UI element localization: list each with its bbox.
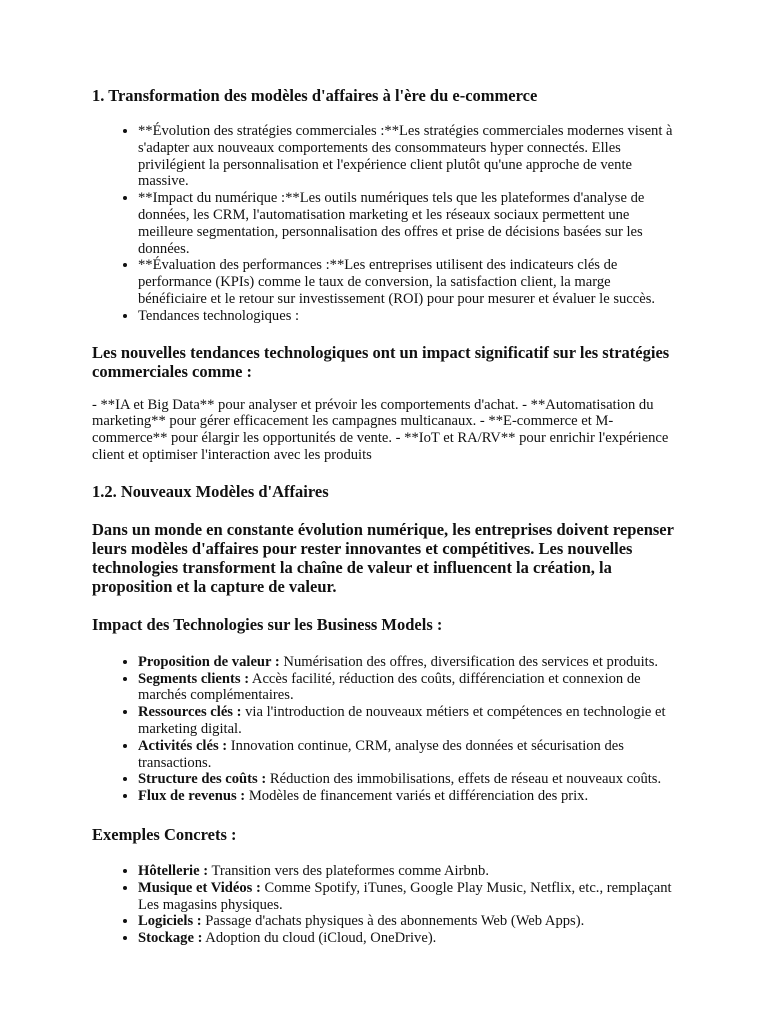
item-text: Numérisation des offres, diversification des services et produits.: [279, 653, 659, 670]
impact-list: [92, 654, 676, 805]
list-item: [138, 771, 676, 788]
trends-heading: Les nouvelles tendances technologiques ont un impact significatif sur les stratégies commerciales comme :: [92, 342, 670, 381]
item-term: Activités clés :: [138, 737, 228, 754]
item-text: Modèles de financement variés et différenciation des prix.: [245, 788, 589, 805]
item-text: Réduction des immobilisations, effets de réseau et nouveaux coûts.: [266, 771, 662, 788]
item-term: Ressources clés :: [138, 704, 242, 721]
item-text: Innovation continue, CRM, analyse des données et sécurisation des transactions.: [138, 737, 624, 771]
list-item: • **Évolution des stratégies commerciales :**Les stratégies commerciales modernes visent à s'adapter aux nouveaux comportements des consommateurs hyper connectés. Elles privilégient la personnalisation et l'expérience client plutôt qu'une approche de vente massive.: [138, 123, 676, 190]
item-term: Logiciels :: [138, 913, 202, 930]
item-term: Musique et Vidéos :: [138, 879, 261, 896]
item-term: Proposition de valeur :: [138, 653, 280, 670]
item-text: Comme Spotify, iTunes, Google Play Music, Netflix, etc., remplaçant Les magasins physiques.: [138, 879, 672, 913]
section-1-2-title: 1.2. Nouveaux Modèles d'Affaires: [92, 481, 329, 501]
list-item: [138, 930, 676, 947]
list-item: [138, 738, 676, 772]
list-item: [138, 704, 676, 738]
strategy-list: [92, 123, 676, 325]
list-item: • Tendances technologiques :: [138, 308, 676, 325]
item-text: Passage d'achats physiques à des abonnements Web (Web Apps).: [201, 913, 585, 930]
list-item: [138, 654, 676, 671]
list-item: [138, 913, 676, 930]
item-term: Structure des coûts :: [138, 771, 267, 788]
section-title: 1. Transformation des modèles d'affaires à l'ère du e-commerce: [92, 86, 538, 105]
examples-list: [92, 863, 676, 947]
item-term: Hôtellerie :: [138, 862, 209, 879]
list-item: [138, 671, 676, 705]
item-text: Transition vers des plateformes comme Airbnb.: [208, 862, 489, 879]
list-item: • **Évaluation des performances :**Les entreprises utilisent des indicateurs clés de performance (KPIs) comme le taux de conversion, la satisfaction client, la marge bénéficiaire et le retour sur investissement (ROI) pour pour mesurer et évaluer le succès.: [138, 257, 676, 307]
item-text: Accès facilité, réduction des coûts, différenciation et connexion de marchés complémentaires.: [138, 670, 641, 704]
impact-heading: Impact des Technologies sur les Business Models :: [92, 614, 443, 634]
trends-paragraph: - **IA et Big Data** pour analyser et prévoir les comportements d'achat. - **Automatisation du marketing** pour gérer efficacement les campagnes multicanaux. - **E-commerce et M-commerce** pour élargir les opportunités de vente. - **IoT et RA/RV** pour enrichir l'expérience client et optimiser l'interaction avec les produits: [92, 396, 669, 463]
list-item: [138, 863, 676, 880]
item-term: Flux de revenus :: [138, 788, 246, 805]
list-item: [138, 788, 676, 805]
intro-bold-paragraph: Dans un monde en constante évolution numérique, les entreprises doivent repenser leurs modèles d'affaires pour rester innovantes et compétitives. Les nouvelles technologies transforment la chaîne de valeur et influencent la création, la proposition et la capture de valeur.: [92, 519, 674, 596]
list-item: [138, 880, 676, 914]
examples-heading: Exemples Concrets :: [92, 824, 237, 844]
item-term: Segments clients :: [138, 670, 250, 687]
item-text: Adoption du cloud (iCloud, OneDrive).: [202, 930, 437, 947]
item-text: via l'introduction de nouveaux métiers et compétences en technologie et marketing digital.: [138, 704, 666, 737]
item-term: Stockage :: [138, 930, 203, 947]
list-item: • **Impact du numérique :**Les outils numériques tels que les plateformes d'analyse de données, les CRM, l'automatisation marketing et les réseaux sociaux permettent une meilleure segmentation, personnalisation des offres et prise de décisions basées sur les données.: [138, 190, 676, 257]
